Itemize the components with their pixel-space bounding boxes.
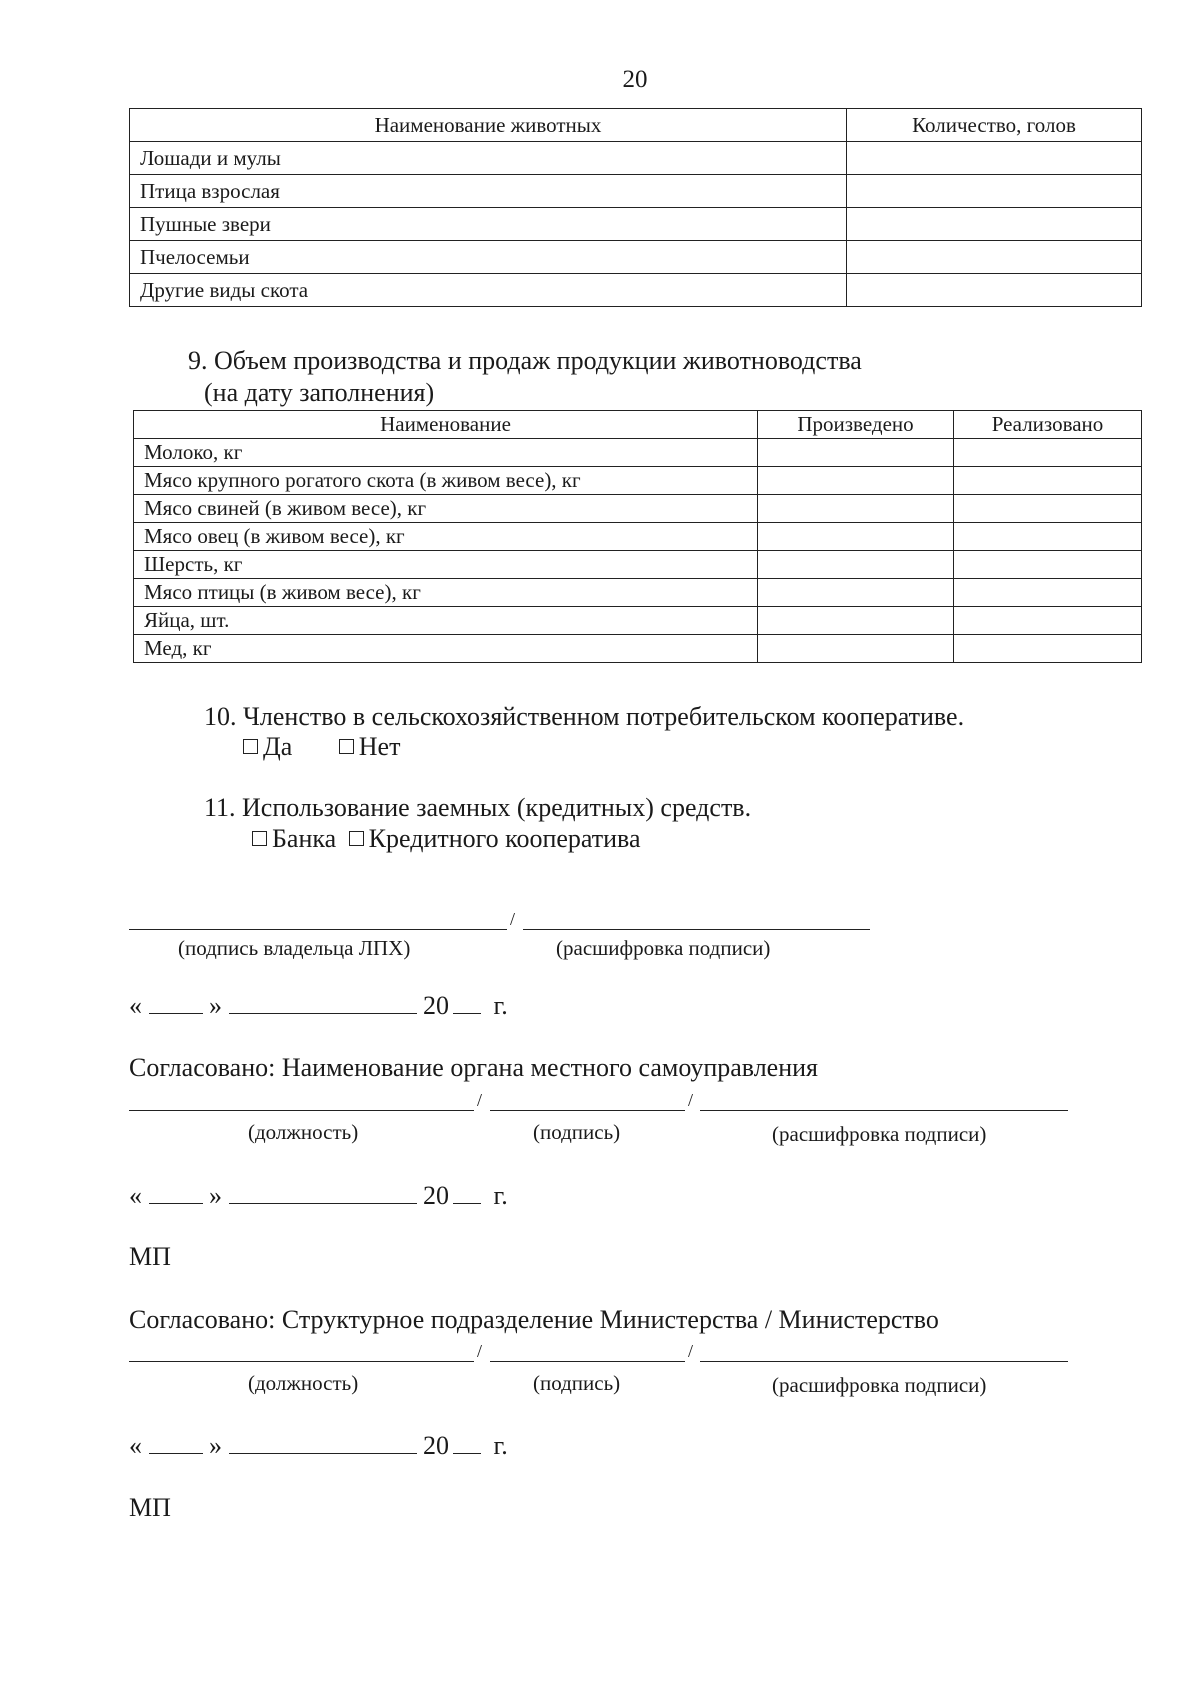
year-prefix: 20 <box>423 1431 449 1460</box>
sold-cell[interactable] <box>954 635 1142 663</box>
year-suffix: г. <box>493 1431 508 1460</box>
owner-decode-caption: (расшифровка подписи) <box>556 936 771 960</box>
approval1-signature-caption: (подпись) <box>533 1120 621 1144</box>
separator-slash: / <box>510 909 516 929</box>
close-quote: » <box>209 1181 222 1210</box>
row-label: Мясо птицы (в живом весе), кг <box>134 579 758 607</box>
checkbox-icon <box>243 739 258 754</box>
table-row <box>134 439 1142 467</box>
section9-title: 9. Объем производства и продаж продукции животноводства <box>188 346 862 375</box>
option-no[interactable] <box>339 732 401 761</box>
row-label: Пчелосемьи <box>130 241 847 274</box>
sold-cell[interactable] <box>954 551 1142 579</box>
sold-cell[interactable] <box>954 439 1142 467</box>
approval2-signature-line[interactable] <box>490 1361 685 1362</box>
option-bank-label: Банка <box>272 824 337 853</box>
row-label: Пушные звери <box>130 208 847 241</box>
table-row <box>134 607 1142 635</box>
owner-signature-line[interactable] <box>129 929 507 930</box>
year-field[interactable] <box>453 1203 481 1204</box>
approval2-position-line[interactable] <box>129 1361 474 1362</box>
year-prefix: 20 <box>423 991 449 1020</box>
column-header-sold: Реализовано <box>954 411 1142 439</box>
row-label: Яйца, шт. <box>134 607 758 635</box>
produced-cell[interactable] <box>758 467 954 495</box>
open-quote: « <box>129 1181 142 1210</box>
produced-cell[interactable] <box>758 579 954 607</box>
table-row <box>130 274 1142 307</box>
produced-cell[interactable] <box>758 635 954 663</box>
produced-cell[interactable] <box>758 439 954 467</box>
section9-subtitle: (на дату заполнения) <box>204 378 435 407</box>
column-header-count: Количество, голов <box>847 109 1142 142</box>
year-prefix: 20 <box>423 1181 449 1210</box>
table-row <box>134 495 1142 523</box>
row-label: Лошади и мулы <box>130 142 847 175</box>
count-cell[interactable] <box>847 142 1142 175</box>
row-label: Другие виды скота <box>130 274 847 307</box>
sold-cell[interactable] <box>954 495 1142 523</box>
section11-options <box>252 824 641 854</box>
separator-slash: / <box>688 1341 694 1361</box>
checkbox-icon <box>339 739 354 754</box>
checkbox-icon <box>349 831 364 846</box>
row-label: Мясо свиней (в живом весе), кг <box>134 495 758 523</box>
produced-cell[interactable] <box>758 551 954 579</box>
sold-cell[interactable] <box>954 523 1142 551</box>
table-row <box>134 579 1142 607</box>
section10-title: 10. Членство в сельскохозяйственном потребительском кооперативе. <box>204 702 965 731</box>
option-bank[interactable] <box>252 824 336 853</box>
option-no-label: Нет <box>358 732 401 761</box>
approval1-decode-caption: (расшифровка подписи) <box>772 1122 987 1146</box>
row-label: Мясо крупного рогатого скота (в живом весе), кг <box>134 467 758 495</box>
row-label: Мясо овец (в живом весе), кг <box>134 523 758 551</box>
close-quote: » <box>209 1431 222 1460</box>
day-field[interactable] <box>149 1203 203 1204</box>
open-quote: « <box>129 991 142 1020</box>
option-yes[interactable] <box>243 732 292 761</box>
table-row <box>134 635 1142 663</box>
row-label: Шерсть, кг <box>134 551 758 579</box>
production-table <box>133 410 1142 663</box>
option-credit-coop[interactable] <box>349 824 641 853</box>
date-line <box>129 991 508 1021</box>
approval2-position-caption: (должность) <box>248 1371 359 1395</box>
approval1-position-line[interactable] <box>129 1110 474 1111</box>
section11-title: 11. Использование заемных (кредитных) средств. <box>204 793 752 822</box>
year-field[interactable] <box>453 1013 481 1014</box>
count-cell[interactable] <box>847 274 1142 307</box>
section10-options <box>243 732 400 762</box>
month-field[interactable] <box>229 1453 417 1454</box>
table-row <box>130 241 1142 274</box>
table-row <box>134 551 1142 579</box>
column-header-animals: Наименование животных <box>130 109 847 142</box>
owner-sign-caption: (подпись владельца ЛПХ) <box>178 936 411 960</box>
column-header-name: Наименование <box>134 411 758 439</box>
separator-slash: / <box>688 1090 694 1110</box>
count-cell[interactable] <box>847 208 1142 241</box>
approval1-signature-line[interactable] <box>490 1110 685 1111</box>
approval2-decode-line[interactable] <box>700 1361 1068 1362</box>
approval1-title: Согласовано: Наименование органа местного самоуправления <box>129 1053 819 1082</box>
option-credit-coop-label: Кредитного кооператива <box>368 824 641 853</box>
approval2-title: Согласовано: Структурное подразделение Министерства / Министерство <box>129 1305 939 1334</box>
date-line <box>129 1181 508 1211</box>
produced-cell[interactable] <box>758 495 954 523</box>
row-label: Мед, кг <box>134 635 758 663</box>
year-field[interactable] <box>453 1453 481 1454</box>
sold-cell[interactable] <box>954 579 1142 607</box>
table-row <box>130 208 1142 241</box>
table-row <box>134 523 1142 551</box>
month-field[interactable] <box>229 1013 417 1014</box>
year-suffix: г. <box>493 991 508 1020</box>
approval1-position-caption: (должность) <box>248 1120 359 1144</box>
owner-decode-line[interactable] <box>523 929 870 930</box>
sold-cell[interactable] <box>954 467 1142 495</box>
table-row <box>130 175 1142 208</box>
approval2-decode-caption: (расшифровка подписи) <box>772 1373 987 1397</box>
column-header-produced: Произведено <box>758 411 954 439</box>
animals-table <box>129 108 1142 307</box>
page-number: 20 <box>622 66 648 93</box>
produced-cell[interactable] <box>758 523 954 551</box>
count-cell[interactable] <box>847 241 1142 274</box>
checkbox-icon <box>252 831 267 846</box>
year-suffix: г. <box>493 1181 508 1210</box>
produced-cell[interactable] <box>758 607 954 635</box>
row-label: Молоко, кг <box>134 439 758 467</box>
separator-slash: / <box>477 1341 483 1361</box>
stamp-place-label: МП <box>129 1242 171 1271</box>
row-label: Птица взрослая <box>130 175 847 208</box>
approval2-signature-caption: (подпись) <box>533 1371 621 1395</box>
table-header-row <box>134 411 1142 439</box>
table-row <box>130 142 1142 175</box>
table-header-row <box>130 109 1142 142</box>
table-row <box>134 467 1142 495</box>
separator-slash: / <box>477 1090 483 1110</box>
count-cell[interactable] <box>847 175 1142 208</box>
day-field[interactable] <box>149 1013 203 1014</box>
approval1-decode-line[interactable] <box>700 1110 1068 1111</box>
stamp-place-label: МП <box>129 1493 171 1522</box>
open-quote: « <box>129 1431 142 1460</box>
month-field[interactable] <box>229 1203 417 1204</box>
option-yes-label: Да <box>263 732 293 761</box>
close-quote: » <box>209 991 222 1020</box>
sold-cell[interactable] <box>954 607 1142 635</box>
date-line <box>129 1431 508 1461</box>
day-field[interactable] <box>149 1453 203 1454</box>
